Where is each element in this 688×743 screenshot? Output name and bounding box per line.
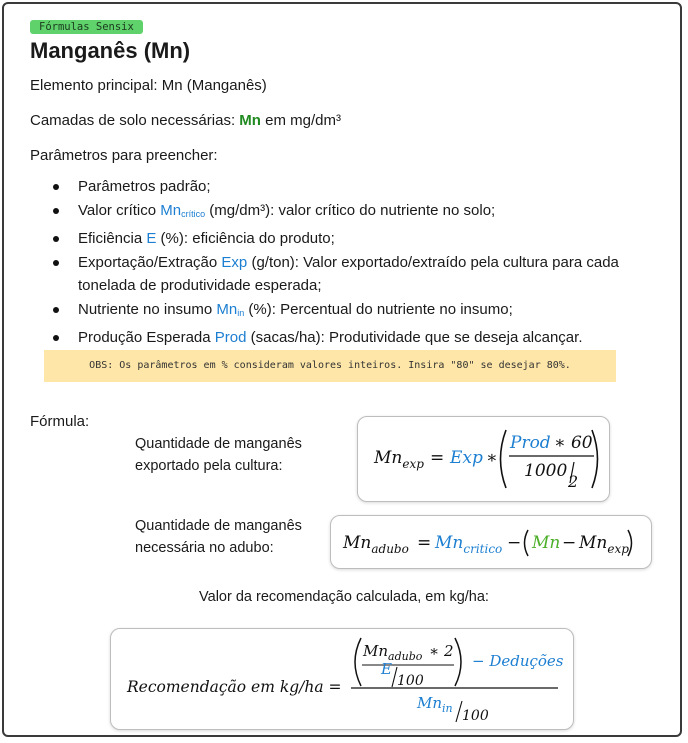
formula3-equation	[111, 629, 573, 729]
svg-text:Mnadubo: $Mn_{adubo}$	[343, 533, 409, 556]
svg-text:Mnadubo: $Mn_{adubo}$	[363, 642, 423, 663]
page-title: Manganês (Mn)	[30, 38, 191, 63]
svg-text:∗: ∗	[486, 448, 498, 468]
svg-text:2: 2	[568, 472, 579, 491]
layers-line	[30, 112, 341, 129]
svg-text:− Deduções: − Deduções	[472, 652, 564, 670]
category-tag: Fórmulas Sensix	[30, 20, 143, 34]
svg-text:1000: 1000	[524, 461, 568, 481]
param-item: Produção Esperada Prod (sacas/ha): Produtividade que se deseja alcançar.	[48, 326, 648, 349]
layers-suffix: em mg/dm³	[260, 112, 341, 129]
svg-text:Mnexp: $Mn_{exp}$	[579, 533, 629, 556]
svg-text:=: =	[417, 533, 432, 553]
formula3-heading: Valor da recomendação calculada, em kg/ha:	[199, 589, 489, 605]
layers-prefix: Camadas de solo necessárias:	[30, 112, 240, 129]
layers-highlight: Mn	[239, 112, 261, 129]
svg-text:∗ 2: ∗ 2	[429, 642, 454, 660]
params-list	[48, 175, 648, 350]
formula2-equation	[331, 516, 651, 568]
param-item: Parâmetros padrão;	[48, 175, 648, 198]
svg-text:E: E	[381, 660, 392, 678]
formula-heading: Fórmula:	[30, 413, 90, 430]
svg-text:Mncritico: $Mn_{critico}$	[435, 533, 503, 556]
svg-text:100: 100	[462, 708, 489, 724]
svg-text:−: −	[507, 533, 522, 553]
svg-text:Prod: Prod	[510, 433, 551, 453]
svg-text:Exp: Exp	[450, 448, 483, 468]
formula1-box	[357, 416, 610, 502]
param-item: Eficiência E (%): eficiência do produto;	[48, 227, 648, 250]
svg-text:Mnin: $Mn_{in}$	[417, 694, 453, 715]
formula3-box	[110, 628, 574, 730]
svg-text:100: 100	[397, 673, 424, 689]
param-item: Valor crítico $Mn_{crítico}$ (mg/dm³): valor crítico do nutriente no solo;	[48, 199, 648, 226]
svg-text:Recomendação em kg/ha =: Recomendação em kg/ha =	[127, 678, 342, 696]
formula1-description: Quantidade de manganês exportado pela cultura:	[135, 436, 302, 474]
svg-text:∗ 60: ∗ 60	[554, 433, 593, 453]
obs-note: OBS: Os parâmetros em % consideram valores inteiros. Insira "80" se desejar 80%.	[44, 350, 616, 382]
formula1-equation	[358, 417, 609, 501]
param-item: Exportação/Extração Exp (g/ton): Valor exportado/extraído pela cultura para cada tonelada de produtividade esperada;	[48, 251, 648, 297]
svg-text:Mn: Mn	[532, 533, 561, 553]
formula2-box	[330, 515, 652, 569]
param-item: Nutriente no insumo $Mn_{in}$ (%): Percentual do nutriente no insumo;	[48, 298, 648, 325]
svg-text:Mnexp: $Mn_{exp}$	[374, 448, 424, 471]
svg-text:=: =	[430, 448, 445, 468]
formula2-description: Quantidade de manganês necessária no adubo:	[135, 518, 302, 556]
element-line: Elemento principal: Mn (Manganês)	[30, 77, 267, 94]
svg-text:−: −	[562, 533, 577, 553]
params-heading: Parâmetros para preencher:	[30, 147, 218, 164]
